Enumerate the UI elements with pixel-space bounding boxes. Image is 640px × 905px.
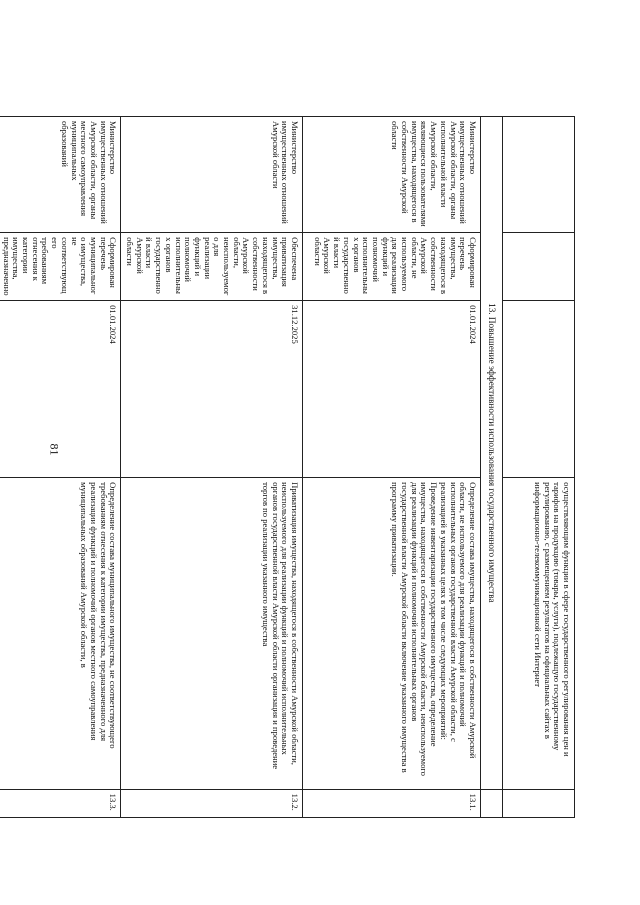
cell-empty-num [503,789,575,817]
table-row-section [481,117,503,818]
cell-continued-event: осуществляющим функции в сфере государственного регулирования цен и тарифов на продукцию (товары, услуги), подлежащую государственному регулированию, с размещением результатов на официальных сайтах в информационно-телекоммуникационной сети Интернет [503,478,575,790]
cell-num: 13.2. [121,789,303,817]
cell-empty-date [503,301,575,478]
cell-result: Обеспечена приватизация имущества, находящегося в собственности Амурской области, неиспользуемого для реализации функций и полномочий исполнительных органов государственной власти Амурской области [121,233,303,301]
cell-responsible: Министерство имущественных отношений Амурской области [121,117,303,233]
cell-date: 31.12.2025 [121,301,303,478]
cell-num: 13.1. [303,789,481,817]
page-number: 81 [47,443,62,456]
cell-num: 13.3. [0,789,121,817]
measures-table [0,116,575,818]
table-row [121,117,303,818]
cell-event: Приватизация имущества, находящегося в собственности Амурской области, неиспользуемого для реализации функций и полномочий исполнительных органов государственной власти Амурской области организация и проведение торгов по реализации указанного имущества [121,478,303,790]
cell-empty-responsible [503,117,575,233]
cell-responsible: Министерство имущественных отношений Амурской области, органы местного самоуправления муниципальных образований [0,117,121,233]
cell-result: Сформирован перечень муниципального имущества, не соответствующего требованиям отнесения к категории имущества, предназначенно [0,233,121,301]
cell-responsible: Министерство имущественных отношений Амурской области, органы исполнительной власти Амурской области, являющиеся пользователями имущества, находящегося в собственности Амурской области [303,117,481,233]
section-title: 13. Повышение эффективности использования государственного имущества [481,117,503,790]
table-row [303,117,481,818]
table-row [0,117,121,818]
cell-date: 01.01.2024 [303,301,481,478]
cell-event: Определение состава имущества, находящегося в собственности Амурской области, не используемого для реализации функций и полномочий исполнительных органов государственной власти Амурской области, с реализацией в указанных целях в том числе следующих мероприятий: Проведение инвентаризации государственного имущества, определение имущества, находящегося в собственности Амурской области, неиспользуемого для реализации функций и полномочий исполнительных органов государственной власти Амурской области включение указанного имущества в программу приватизации. [303,478,481,790]
cell-result: Сформирован перечень имущества, находящегося в собственности Амурской области, не используемого для реализации функций и полномочий исполнительных органов государственной власти Амурской области [303,233,481,301]
table-row-continued [503,117,575,818]
cell-empty-result [503,233,575,301]
cell-empty-section-num [481,789,503,817]
cell-event: Определение состава муниципального имущества, не соответствующего требованиям отнесения к категории имущества, предназначенного для реализации функций и полномочий органов местного самоуправления муниципальных образований Амурской области, в [0,478,121,790]
cell-date: 01.01.2024 [0,301,121,478]
